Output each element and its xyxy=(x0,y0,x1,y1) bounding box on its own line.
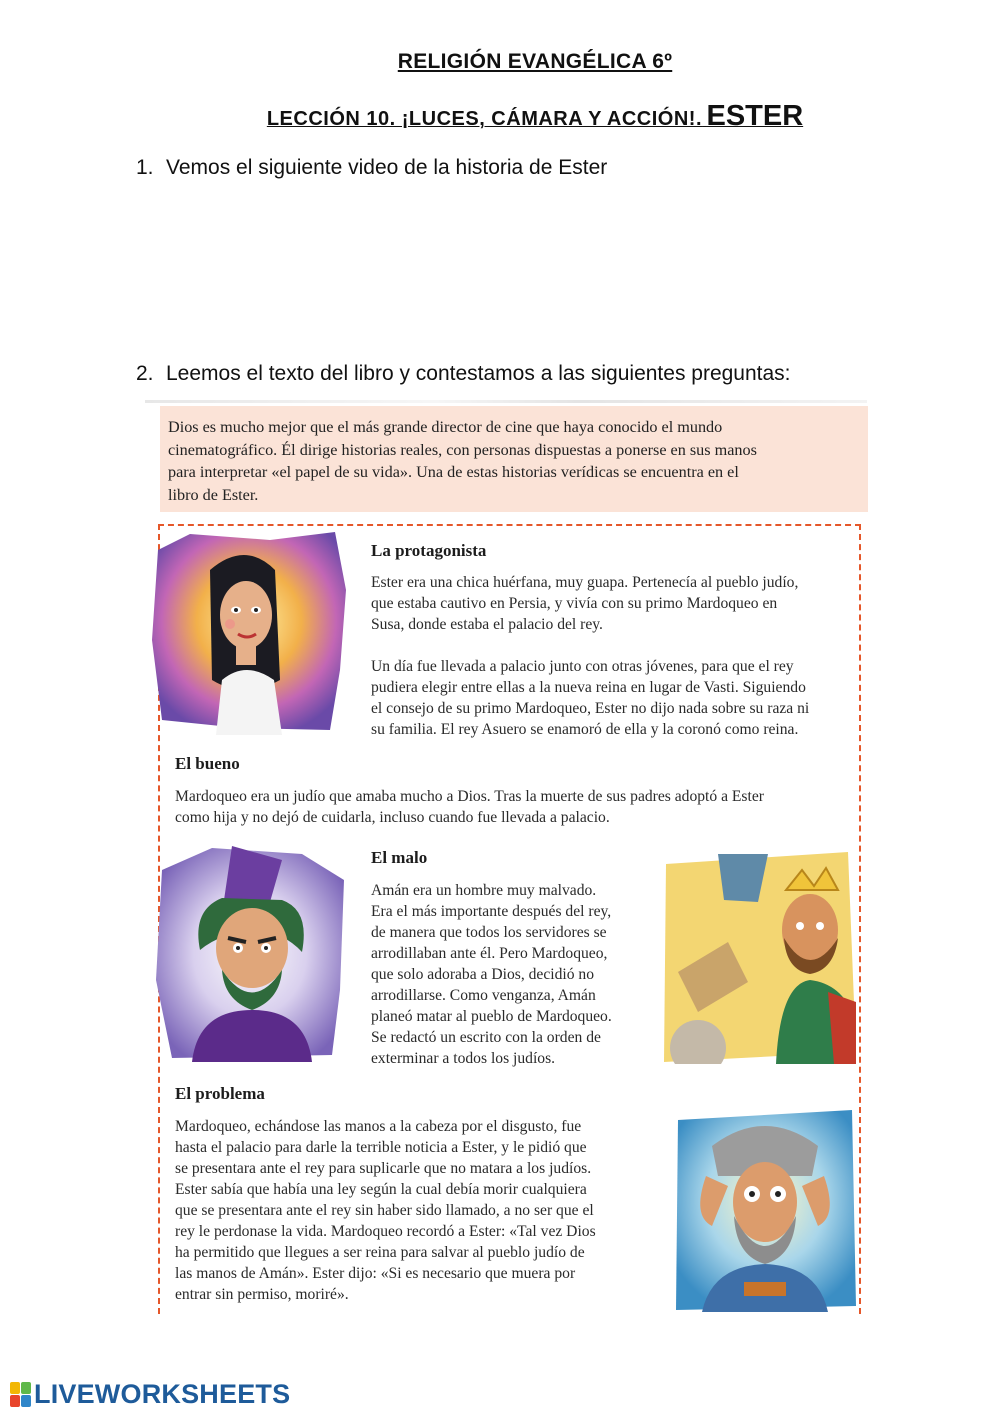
question-1-number: 1. xyxy=(136,156,154,179)
text-line: que se presentara ante el rey sin haber sido llamado, a no ser que el xyxy=(175,1202,594,1219)
protagonista-paragraph-2 xyxy=(371,656,856,740)
text-line: Amán era un hombre muy malvado. xyxy=(371,882,597,899)
heading-problema: El problema xyxy=(175,1084,265,1103)
text-line: pudiera elegir entre ellas a la nueva reina en lugar de Vasti. Siguiendo xyxy=(371,679,806,696)
question-2 xyxy=(136,362,791,386)
text-line: hasta el palacio para darle la terrible noticia a Ester, y le pidió que xyxy=(175,1139,587,1156)
aman-illustration xyxy=(152,840,350,1062)
text-line: como hija y no dejó de cuidarla, incluso cuando fue llevada a palacio. xyxy=(175,809,610,826)
protagonista-paragraph-1 xyxy=(371,572,856,635)
text-line: Ester sabía que había una ley según la cual debía morir cualquiera xyxy=(175,1181,587,1198)
intro-box xyxy=(160,406,868,512)
malo-paragraph xyxy=(371,880,651,1069)
text-line: Susa, donde estaba el palacio del rey. xyxy=(371,616,603,633)
liveworksheets-brand: LIVEWORKSHEETS xyxy=(34,1379,291,1409)
text-line: las manos de Amán». Ester dijo: «Si es necesario que muera por xyxy=(175,1265,576,1282)
intro-line: libro de Ester. xyxy=(168,485,259,504)
text-line: ha permitido que llegues a ser reina para salvar al pueblo judío de xyxy=(175,1244,585,1261)
text-line: planeó matar al pueblo de Mardoqueo. xyxy=(371,1008,612,1025)
text-line: Ester era una chica huérfana, muy guapa. Pertenecía al pueblo judío, xyxy=(371,574,799,591)
text-line: que solo adoraba a Dios, decidió no xyxy=(371,966,595,983)
intro-line: Dios es mucho mejor que el más grande director de cine que haya conocido el mundo xyxy=(168,418,723,436)
lesson-title xyxy=(0,100,1000,133)
text-line: arrodillarse. Como venganza, Amán xyxy=(371,987,596,1004)
text-line: que estaba cautivo en Persia, y vivía con su primo Mardoqueo en xyxy=(371,595,778,612)
text-line: se presentara ante el rey para suplicarle que no matara a los judíos. xyxy=(175,1160,592,1177)
heading-protagonista: La protagonista xyxy=(371,541,487,560)
text-line: exterminar a todos los judíos. xyxy=(371,1050,556,1067)
esther-illustration xyxy=(150,530,350,735)
text-line: de manera que todos los servidores se xyxy=(371,924,607,941)
question-1-text: Vemos el siguiente video de la historia de Ester xyxy=(166,156,608,179)
heading-bueno: El bueno xyxy=(175,754,240,773)
problema-paragraph xyxy=(175,1116,660,1305)
bueno-paragraph xyxy=(175,786,855,828)
text-line: el consejo de su primo Mardoqueo, Ester no dijo nada sobre su raza ni xyxy=(371,700,810,717)
lesson-heading: LECCIÓN 10. ¡LUCES, CÁMARA Y ACCIÓN!. xyxy=(266,108,703,130)
heading-malo: El malo xyxy=(371,848,428,867)
text-line: Mardoqueo, echándose las manos a la cabeza por el disgusto, fue xyxy=(175,1118,582,1135)
text-line: entrar sin permiso, moriré». xyxy=(175,1286,349,1303)
text-line: su familia. El rey Asuero se enamoró de ella y la coronó como reina. xyxy=(371,721,799,738)
intro-line: cinematográfico. Él dirige historias reales, con personas dispuestas a ponerse en sus manos xyxy=(168,440,757,459)
question-2-number: 2. xyxy=(136,362,154,385)
king-illustration xyxy=(658,852,858,1064)
text-line: arrodillaban ante él. Pero Mardoqueo, xyxy=(371,945,608,962)
liveworksheets-logo-icon xyxy=(10,1382,32,1413)
worksheet-title: RELIGIÓN EVANGÉLICA 6º xyxy=(397,50,673,73)
question-1 xyxy=(136,156,607,180)
text-line: rey le perdonase la vida. Mardoqueo recordó a Ester: «Tal vez Dios xyxy=(175,1223,596,1240)
text-line: Mardoqueo era un judío que amaba mucho a Dios. Tras la muerte de sus padres adoptó a Ester xyxy=(175,788,764,805)
text-line: Se redactó un escrito con la orden de xyxy=(371,1029,601,1046)
intro-line: para interpretar «el papel de su vida». Una de estas historias verídicas se encuentra en el xyxy=(168,463,739,481)
lesson-name: ESTER xyxy=(706,100,804,132)
scan-edge xyxy=(145,400,867,403)
text-line: Un día fue llevada a palacio junto con otras jóvenes, para que el rey xyxy=(371,658,794,675)
question-2-text: Leemos el texto del libro y contestamos a las siguientes preguntas: xyxy=(166,362,791,385)
text-line: Era el más importante después del rey, xyxy=(371,903,612,920)
mordecai-illustration xyxy=(672,1106,858,1312)
